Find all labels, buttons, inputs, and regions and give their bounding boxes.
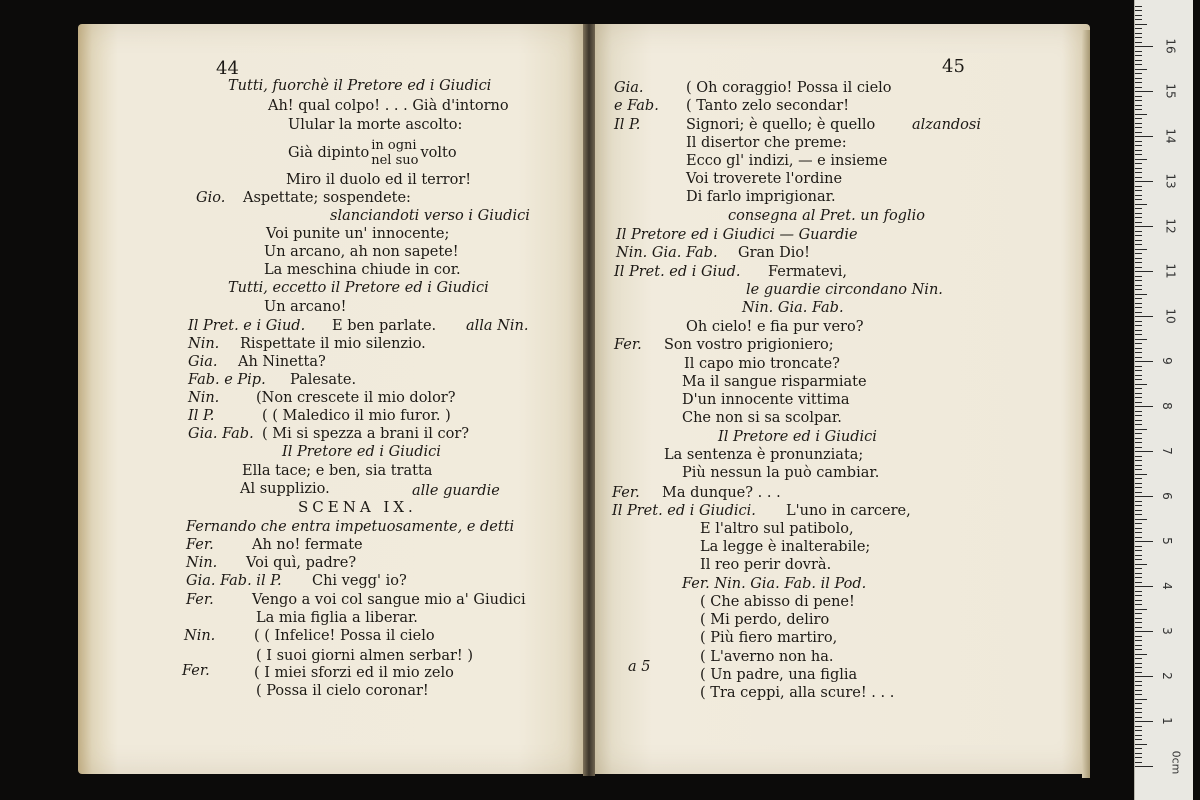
stacked-top: in ogni bbox=[371, 138, 417, 153]
stage-direction: Il Pretore ed i Giudici bbox=[718, 429, 877, 445]
ruler-number: 7 bbox=[1159, 447, 1174, 455]
stage-direction: Il Pretore ed i Giudici — Guardie bbox=[616, 227, 858, 243]
ruler-tick bbox=[1135, 672, 1142, 673]
verse-line: Ma il sangue risparmiate bbox=[682, 374, 867, 390]
ruler-tick bbox=[1135, 19, 1142, 20]
ruler-tick bbox=[1135, 186, 1142, 187]
ruler-tick bbox=[1135, 69, 1147, 70]
ruler-tick bbox=[1135, 559, 1142, 560]
ruler-tick bbox=[1135, 753, 1142, 754]
verse-line: Ah! qual colpo! . . . Già d'intorno bbox=[268, 98, 509, 114]
verse-line: ( L'averno non ha. bbox=[700, 649, 834, 665]
ruler-tick bbox=[1135, 334, 1142, 335]
ruler-number: 5 bbox=[1159, 537, 1174, 545]
verse-line: Aspettate; sospendete: bbox=[243, 190, 411, 206]
ruler-tick bbox=[1135, 717, 1142, 718]
ruler-tick bbox=[1135, 469, 1142, 470]
speaker-label: Fer. bbox=[186, 592, 214, 608]
verse-line: ( Oh coraggio! Possa il cielo bbox=[686, 80, 892, 96]
speaker-label: Fer. bbox=[182, 663, 210, 679]
ruler-tick bbox=[1135, 280, 1142, 281]
verse-fragment: volto bbox=[420, 145, 457, 161]
verse-line: Un arcano! bbox=[264, 299, 347, 315]
ruler-tick bbox=[1135, 649, 1142, 650]
verse-line: ( Mi si spezza a brani il cor? bbox=[262, 426, 470, 442]
ruler-tick bbox=[1135, 532, 1142, 533]
ruler-tick bbox=[1135, 604, 1142, 605]
ruler-tick bbox=[1135, 474, 1147, 475]
speaker-label: Nin. Gia. Fab. bbox=[616, 245, 718, 261]
ruler-tick bbox=[1135, 24, 1147, 25]
ruler-unit-label: 0cm bbox=[1169, 750, 1183, 775]
verse-line: Che non si sa scolpar. bbox=[682, 410, 842, 426]
speaker-label: Gia. bbox=[614, 80, 644, 96]
verse-line: Signori; è quello; è quello bbox=[686, 117, 876, 133]
verse-line: Ma dunque? . . . bbox=[662, 485, 781, 501]
ruler-tick bbox=[1135, 289, 1142, 290]
ruler-tick bbox=[1135, 600, 1142, 601]
ruler-tick bbox=[1135, 433, 1142, 434]
verse-line: Rispettate il mio silenzio. bbox=[240, 336, 426, 352]
ruler-tick bbox=[1135, 316, 1153, 317]
ruler-tick bbox=[1135, 339, 1147, 340]
ruler-tick bbox=[1135, 217, 1142, 218]
ruler-tick bbox=[1135, 514, 1142, 515]
ruler-tick bbox=[1135, 595, 1142, 596]
ruler-tick bbox=[1135, 46, 1153, 47]
ruler-number: 10 bbox=[1163, 308, 1178, 324]
ruler-tick bbox=[1135, 100, 1142, 101]
ruler-tick bbox=[1135, 460, 1142, 461]
ruler-number: 3 bbox=[1159, 627, 1174, 635]
ruler-tick bbox=[1135, 60, 1142, 61]
ruler-tick bbox=[1135, 51, 1142, 52]
ruler-tick bbox=[1135, 762, 1142, 763]
page-number-left: 44 bbox=[216, 58, 239, 79]
verse-line: Il disertor che preme: bbox=[686, 135, 847, 151]
verse-line: Ella tace; e ben, sia tratta bbox=[242, 463, 433, 479]
page-edge bbox=[1082, 30, 1090, 778]
speaker-label: Il P. bbox=[188, 408, 215, 424]
speaker-label: Fer. bbox=[612, 485, 640, 501]
ruler-tick bbox=[1135, 586, 1153, 587]
ruler-tick bbox=[1135, 96, 1142, 97]
ruler-number: 16 bbox=[1163, 38, 1178, 54]
ruler-tick bbox=[1135, 235, 1142, 236]
stage-direction: Fernando che entra impetuosamente, e detti bbox=[186, 519, 515, 535]
ruler-tick bbox=[1135, 10, 1142, 11]
ruler-tick bbox=[1135, 325, 1142, 326]
ruler-tick bbox=[1135, 172, 1142, 173]
ruler-tick bbox=[1135, 226, 1153, 227]
ruler-tick bbox=[1135, 168, 1142, 169]
scene-heading: SCENA IX. bbox=[298, 498, 417, 516]
ruler-tick bbox=[1135, 330, 1142, 331]
ruler-number: 1 bbox=[1159, 717, 1174, 725]
ruler-tick bbox=[1135, 501, 1142, 502]
verse-line: Palesate. bbox=[290, 372, 357, 388]
ruler-tick bbox=[1135, 573, 1142, 574]
verse-line: Gran Dio! bbox=[738, 245, 810, 261]
ruler-tick bbox=[1135, 366, 1142, 367]
ruler-tick bbox=[1135, 388, 1142, 389]
stacked-bottom: nel suo bbox=[371, 153, 419, 168]
ruler-tick bbox=[1135, 744, 1147, 745]
ruler-tick bbox=[1135, 114, 1147, 115]
verse-line: Vengo a voi col sangue mio a' Giudici bbox=[252, 592, 526, 608]
ruler-number: 4 bbox=[1159, 582, 1174, 590]
ruler-tick bbox=[1135, 582, 1142, 583]
speaker-label: Nin. bbox=[186, 555, 218, 571]
measuring-ruler bbox=[1134, 0, 1193, 800]
ruler-tick bbox=[1135, 654, 1147, 655]
ruler-tick bbox=[1135, 222, 1142, 223]
ruler-tick bbox=[1135, 28, 1142, 29]
stage-direction: alla Nin. bbox=[466, 318, 529, 334]
verse-line: Il capo mio troncate? bbox=[684, 356, 840, 372]
ruler-tick bbox=[1135, 555, 1142, 556]
verse-line: Voi troverete l'ordine bbox=[686, 171, 843, 187]
ruler-tick bbox=[1135, 735, 1142, 736]
verse-line: La mia figlia a liberar. bbox=[256, 610, 418, 626]
ruler-tick bbox=[1135, 492, 1142, 493]
ruler-tick bbox=[1135, 685, 1142, 686]
verse-line: ( Che abisso di pene! bbox=[700, 594, 855, 610]
speaker-label: Il Pret. ed i Giudici. bbox=[612, 503, 756, 519]
ruler-tick bbox=[1135, 37, 1142, 38]
ruler-tick bbox=[1135, 253, 1142, 254]
ruler-tick bbox=[1135, 429, 1147, 430]
ruler-tick bbox=[1135, 550, 1142, 551]
ruler-tick bbox=[1135, 370, 1142, 371]
speaker-label: Fer. bbox=[186, 537, 214, 553]
ruler-tick bbox=[1135, 240, 1142, 241]
ruler-tick bbox=[1135, 658, 1142, 659]
stage-direction: le guardie circondano Nin. bbox=[746, 282, 943, 298]
verse-line: L'uno in carcere, bbox=[786, 503, 911, 519]
verse-line: ( Più fiero martiro, bbox=[700, 630, 838, 646]
ruler-tick bbox=[1135, 15, 1142, 16]
ruler-tick bbox=[1135, 375, 1142, 376]
ruler-tick bbox=[1135, 123, 1142, 124]
ruler-tick bbox=[1135, 726, 1142, 727]
verse-fragment: Già dipinto bbox=[288, 145, 370, 161]
ruler-number: 8 bbox=[1159, 402, 1174, 410]
verse-line: Oh cielo! e fia pur vero? bbox=[686, 319, 864, 335]
ruler-tick bbox=[1135, 622, 1142, 623]
verse-line: La legge è inalterabile; bbox=[700, 539, 871, 555]
speaker-label: Fer. bbox=[614, 337, 642, 353]
ruler-tick bbox=[1135, 361, 1153, 362]
ruler-tick bbox=[1135, 321, 1142, 322]
verse-line: ( ( Infelice! Possa il cielo bbox=[254, 628, 435, 644]
ruler-tick bbox=[1135, 487, 1142, 488]
speaker-label: Fab. e Pip. bbox=[188, 372, 266, 388]
ruler-tick bbox=[1135, 312, 1142, 313]
verse-line: ( Possa il cielo coronar! bbox=[256, 683, 429, 699]
ruler-tick bbox=[1135, 406, 1153, 407]
ruler-tick bbox=[1135, 739, 1142, 740]
ruler-tick bbox=[1135, 577, 1142, 578]
ruler-tick bbox=[1135, 618, 1142, 619]
ruler-tick bbox=[1135, 699, 1147, 700]
ruler-tick bbox=[1135, 181, 1153, 182]
speaker-label: Gia. bbox=[188, 354, 218, 370]
ruler-tick bbox=[1135, 564, 1147, 565]
open-book bbox=[78, 24, 1090, 784]
ruler-number: 2 bbox=[1159, 672, 1174, 680]
ruler-number: 11 bbox=[1163, 263, 1178, 279]
ruler-tick bbox=[1135, 528, 1142, 529]
ruler-tick bbox=[1135, 402, 1142, 403]
ruler-tick bbox=[1135, 456, 1142, 457]
verse-line: Ulular la morte ascolto: bbox=[288, 117, 463, 133]
ruler-tick bbox=[1135, 703, 1142, 704]
ruler-tick bbox=[1135, 42, 1142, 43]
ruler-tick bbox=[1135, 276, 1142, 277]
verse-line: Ah no! fermate bbox=[252, 537, 363, 553]
ruler-tick bbox=[1135, 681, 1142, 682]
ruler-tick bbox=[1135, 379, 1142, 380]
ruler-tick bbox=[1135, 757, 1142, 758]
stage-direction: consegna al Pret. un foglio bbox=[728, 208, 925, 224]
ruler-tick bbox=[1135, 141, 1142, 142]
stage-direction: Tutti, fuorchè il Pretore ed i Giudici bbox=[228, 78, 492, 94]
ruler-tick bbox=[1135, 303, 1142, 304]
ruler-tick bbox=[1135, 208, 1142, 209]
verse-line: Fermatevi, bbox=[768, 264, 848, 280]
ruler-number: 12 bbox=[1163, 218, 1178, 234]
speaker-label: Nin. bbox=[188, 390, 220, 406]
ruler-tick bbox=[1135, 159, 1147, 160]
speaker-label: Nin. bbox=[184, 628, 216, 644]
ruler-tick bbox=[1135, 244, 1142, 245]
ruler-tick bbox=[1135, 267, 1142, 268]
ruler-tick bbox=[1135, 78, 1142, 79]
ruler-tick bbox=[1135, 424, 1142, 425]
ruler-tick bbox=[1135, 541, 1153, 542]
ruler-tick bbox=[1135, 645, 1142, 646]
verse-line: Ecco gl' indizi, — e insieme bbox=[686, 153, 888, 169]
ruler-tick bbox=[1135, 348, 1142, 349]
verse-line: Il reo perir dovrà. bbox=[700, 557, 832, 573]
book-gutter bbox=[583, 24, 595, 776]
ruler-tick bbox=[1135, 87, 1142, 88]
stage-direction: alle guardie bbox=[412, 483, 500, 499]
ensemble-marker: a 5 bbox=[628, 659, 651, 675]
stage-direction: Fer. Nin. Gia. Fab. il Pod. bbox=[682, 576, 867, 592]
ruler-tick bbox=[1135, 231, 1142, 232]
ruler-tick bbox=[1135, 465, 1142, 466]
verse-line: ( I miei sforzi ed il mio zelo bbox=[254, 665, 454, 681]
verse-line: Ah Ninetta? bbox=[238, 354, 326, 370]
ruler-tick bbox=[1135, 609, 1147, 610]
stacked-words bbox=[371, 138, 418, 168]
speaker-label: e Fab. bbox=[614, 98, 659, 114]
ruler-tick bbox=[1135, 204, 1147, 205]
ruler-number: 6 bbox=[1159, 492, 1174, 500]
ruler-tick bbox=[1135, 447, 1142, 448]
stage-direction: Tutti, eccetto il Pretore ed i Giudici bbox=[228, 280, 489, 296]
verse-line: La sentenza è pronunziata; bbox=[664, 447, 864, 463]
verse-line: Son vostro prigioniero; bbox=[664, 337, 834, 353]
ruler-tick bbox=[1135, 627, 1142, 628]
verse-line: Voi punite un' innocente; bbox=[266, 226, 450, 242]
ruler-tick bbox=[1135, 690, 1142, 691]
ruler-tick bbox=[1135, 537, 1142, 538]
speaker-label: Il Pret. e i Giud. bbox=[188, 318, 306, 334]
ruler-tick bbox=[1135, 411, 1142, 412]
verse-line: Un arcano, ah non sapete! bbox=[264, 244, 459, 260]
verse-line: Miro il duolo ed il terror! bbox=[286, 172, 472, 188]
ruler-tick bbox=[1135, 676, 1153, 677]
ruler-tick bbox=[1135, 154, 1142, 155]
verse-line: ( Tanto zelo secondar! bbox=[686, 98, 850, 114]
ruler-tick bbox=[1135, 420, 1142, 421]
speaker-label: Gia. Fab. bbox=[188, 426, 254, 442]
verse-line: Chi vegg' io? bbox=[312, 573, 407, 589]
ruler-tick bbox=[1135, 415, 1142, 416]
ruler-tick bbox=[1135, 510, 1142, 511]
ruler-tick bbox=[1135, 150, 1142, 151]
ruler-tick bbox=[1135, 505, 1142, 506]
ruler-tick bbox=[1135, 145, 1142, 146]
ruler-tick bbox=[1135, 105, 1142, 106]
ruler-number: 15 bbox=[1163, 83, 1178, 99]
ruler-tick bbox=[1135, 519, 1147, 520]
ruler-number: 13 bbox=[1163, 173, 1178, 189]
ruler-tick bbox=[1135, 748, 1142, 749]
ruler-tick bbox=[1135, 663, 1142, 664]
verse-line: E ben parlate. bbox=[332, 318, 437, 334]
verse-line: (Non crescete il mio dolor? bbox=[256, 390, 456, 406]
ruler-tick bbox=[1135, 712, 1142, 713]
ruler-tick bbox=[1135, 766, 1153, 767]
ruler-tick bbox=[1135, 177, 1142, 178]
verse-line: D'un innocente vittima bbox=[682, 392, 850, 408]
ruler-tick bbox=[1135, 271, 1153, 272]
speaker-label: Gia. Fab. il P. bbox=[186, 573, 282, 589]
ruler-tick bbox=[1135, 384, 1147, 385]
ruler-tick bbox=[1135, 442, 1142, 443]
ruler-tick bbox=[1135, 591, 1142, 592]
ruler-tick bbox=[1135, 636, 1142, 637]
ruler-tick bbox=[1135, 195, 1142, 196]
speaker-label: Nin. Gia. Fab. bbox=[742, 300, 844, 316]
speaker-label: Il P. bbox=[614, 117, 641, 133]
ruler-tick bbox=[1135, 249, 1147, 250]
verse-line: Di farlo imprigionar. bbox=[686, 189, 836, 205]
ruler-tick bbox=[1135, 33, 1142, 34]
stage-direction: slanciandoti verso i Giudici bbox=[330, 208, 530, 224]
ruler-tick bbox=[1135, 118, 1142, 119]
ruler-tick bbox=[1135, 568, 1142, 569]
verse-line: E l'altro sul patibolo, bbox=[700, 521, 854, 537]
ruler-tick bbox=[1135, 213, 1142, 214]
ruler-tick bbox=[1135, 496, 1153, 497]
ruler-tick bbox=[1135, 307, 1142, 308]
ruler-number: 14 bbox=[1163, 128, 1178, 144]
verse-line: ( Un padre, una figlia bbox=[700, 667, 858, 683]
ruler-tick bbox=[1135, 397, 1142, 398]
ruler-tick bbox=[1135, 6, 1142, 7]
ruler-tick bbox=[1135, 343, 1142, 344]
ruler-tick bbox=[1135, 163, 1142, 164]
ruler-tick bbox=[1135, 132, 1142, 133]
ruler-tick bbox=[1135, 393, 1142, 394]
ruler-tick bbox=[1135, 82, 1142, 83]
ruler-tick bbox=[1135, 199, 1142, 200]
ruler-tick bbox=[1135, 438, 1142, 439]
ruler-tick bbox=[1135, 694, 1142, 695]
ruler-tick bbox=[1135, 91, 1153, 92]
speaker-label: Nin. bbox=[188, 336, 220, 352]
ruler-tick bbox=[1135, 640, 1142, 641]
ruler-tick bbox=[1135, 721, 1153, 722]
ruler-tick bbox=[1135, 258, 1142, 259]
ruler-tick bbox=[1135, 55, 1142, 56]
ruler-tick bbox=[1135, 109, 1142, 110]
ruler-tick bbox=[1135, 357, 1142, 358]
ruler-tick bbox=[1135, 190, 1142, 191]
verse-line: ( Mi perdo, deliro bbox=[700, 612, 830, 628]
verse-line: Voi quì, padre? bbox=[246, 555, 357, 571]
stage-direction: alzandosi bbox=[912, 117, 981, 133]
ruler-tick bbox=[1135, 730, 1142, 731]
ruler-tick bbox=[1135, 298, 1142, 299]
ruler-tick bbox=[1135, 294, 1147, 295]
ruler-tick bbox=[1135, 136, 1153, 137]
verse-line: Più nessun la può cambiar. bbox=[682, 465, 880, 481]
page-number-right: 45 bbox=[942, 56, 965, 77]
verse-line: La meschina chiude in cor. bbox=[264, 262, 461, 278]
ruler-number: 9 bbox=[1159, 357, 1174, 365]
ruler-tick bbox=[1135, 667, 1142, 668]
ruler-tick bbox=[1135, 613, 1142, 614]
ruler-tick bbox=[1135, 708, 1142, 709]
ruler-tick bbox=[1135, 478, 1142, 479]
ruler-tick bbox=[1135, 262, 1142, 263]
speaker-label: Il Pret. ed i Giud. bbox=[614, 264, 741, 280]
speaker-label: Gio. bbox=[196, 190, 226, 206]
ruler-tick bbox=[1135, 523, 1142, 524]
verse-line: ( ( Maledico il mio furor. ) bbox=[262, 408, 451, 424]
ruler-tick bbox=[1135, 451, 1153, 452]
stage-direction: Il Pretore ed i Giudici bbox=[282, 444, 441, 460]
verse-line: ( I suoi giorni almen serbar! ) bbox=[256, 648, 473, 664]
ruler-tick bbox=[1135, 546, 1142, 547]
ruler-tick bbox=[1135, 127, 1142, 128]
ruler-tick bbox=[1135, 64, 1142, 65]
ruler-tick bbox=[1135, 631, 1153, 632]
verse-line: Al supplizio. bbox=[240, 481, 330, 497]
verse-line bbox=[288, 138, 457, 168]
ruler-tick bbox=[1135, 352, 1142, 353]
ruler-tick bbox=[1135, 285, 1142, 286]
ruler-tick bbox=[1135, 483, 1142, 484]
ruler-tick bbox=[1135, 73, 1142, 74]
verse-line: ( Tra ceppi, alla scure! . . . bbox=[700, 685, 895, 701]
